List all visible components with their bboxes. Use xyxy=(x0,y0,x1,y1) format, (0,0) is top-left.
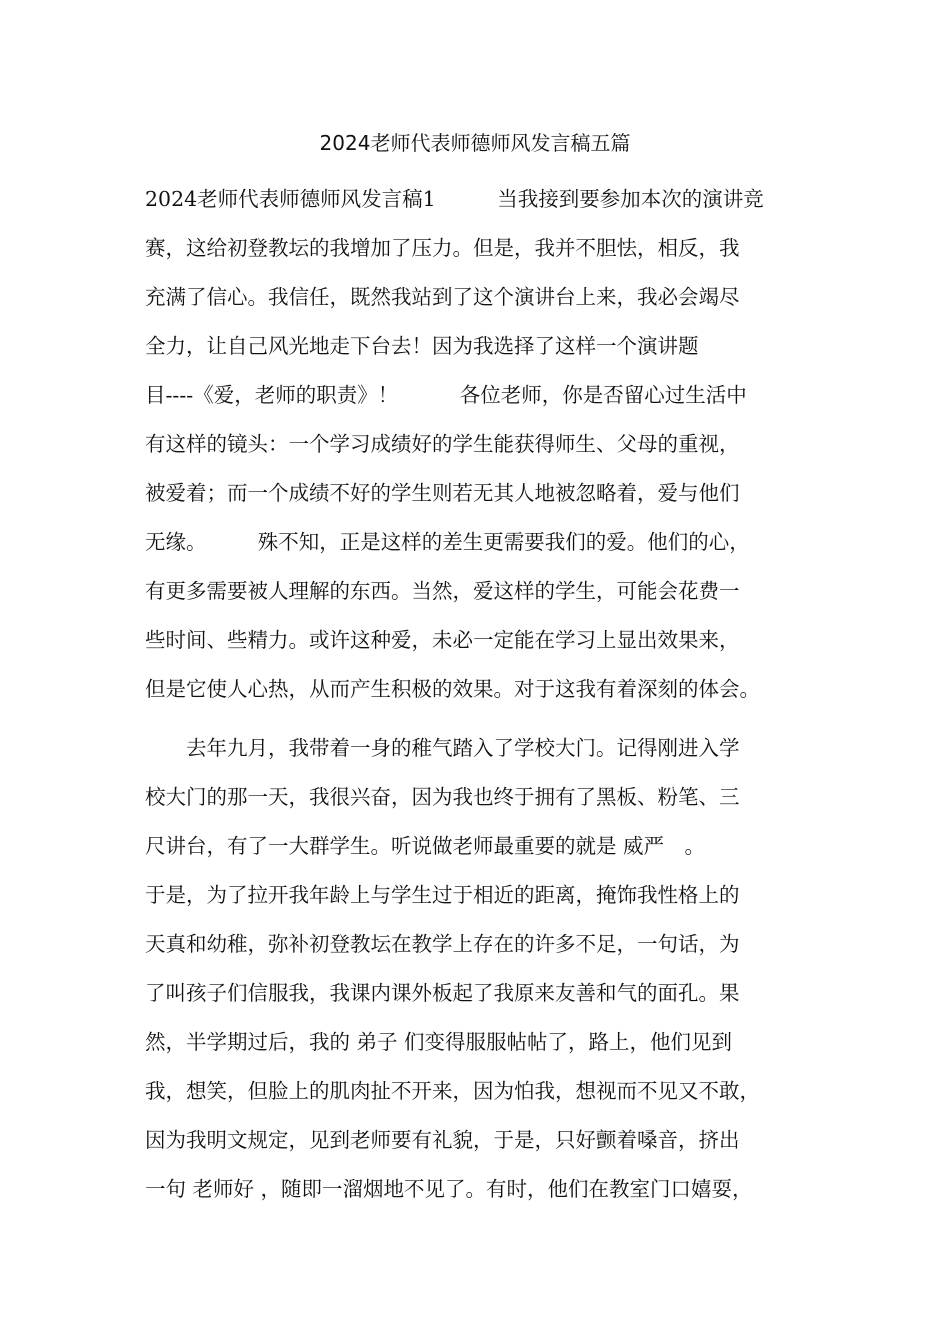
body-line: 赛，这给初登教坛的我增加了压力。但是，我并不胆怯，相反，我 xyxy=(145,236,740,260)
body-line: 无缘。 殊不知，正是这样的差生更需要我们的爱。他们的心， xyxy=(145,530,750,554)
body-line: 一句 老师好 ，随即一溜烟地不见了。有时，他们在教室门口嬉耍， xyxy=(145,1177,753,1201)
body-line: 然，半学期过后，我的 弟子 们变得服服帖帖了，路上，他们见到 xyxy=(145,1030,733,1054)
body-line: 天真和幼稚，弥补初登教坛在教学上存在的许多不足，一句话，为 xyxy=(145,932,740,956)
body-line: 2024老师代表师德师风发言稿1 当我接到要参加本次的演讲竞 xyxy=(145,187,764,211)
body-line: 尺讲台，有了一大群学生。听说做老师最重要的就是 威严 。 xyxy=(145,834,706,858)
body-line: 全力，让自己风光地走下台去！因为我选择了这样一个演讲题 xyxy=(145,334,699,358)
body-line: 有这样的镜头：一个学习成绩好的学生能获得师生、父母的重视， xyxy=(145,432,740,456)
body-line: 有更多需要被人理解的东西。当然，爱这样的学生，可能会花费一 xyxy=(145,579,740,603)
body-line: 被爱着；而一个成绩不好的学生则若无其人地被忽略着，爱与他们 xyxy=(145,481,740,505)
body-line: 于是，为了拉开我年龄上与学生过于相近的距离，掩饰我性格上的 xyxy=(145,883,740,907)
body-line: 我，想笑，但脸上的肌肉扯不开来，因为怕我，想视而不见又不敢， xyxy=(145,1079,760,1103)
body-line: 因为我明文规定，见到老师要有礼貌，于是，只好颤着嗓音，挤出 xyxy=(145,1128,740,1152)
body-line: 充满了信心。我信任，既然我站到了这个演讲台上来，我必会竭尽 xyxy=(145,285,740,309)
body-line: 目----《爱，老师的职责》！ 各位老师，你是否留心过生活中 xyxy=(145,383,747,407)
page-title: 2024老师代表师德师风发言稿五篇 xyxy=(319,131,631,155)
body-line: 但是它使人心热，从而产生积极的效果。对于这我有着深刻的体会。 xyxy=(145,677,760,701)
body-line: 了叫孩子们信服我，我课内课外板起了我原来友善和气的面孔。果 xyxy=(145,981,740,1005)
body-line: 校大门的那一天，我很兴奋，因为我也终于拥有了黑板、粉笔、三 xyxy=(145,785,740,809)
body-line: 些时间、些精力。或许这种爱，未必一定能在学习上显出效果来， xyxy=(145,628,740,652)
body-line: 去年九月，我带着一身的稚气踏入了学校大门。记得刚进入学 xyxy=(145,736,740,760)
